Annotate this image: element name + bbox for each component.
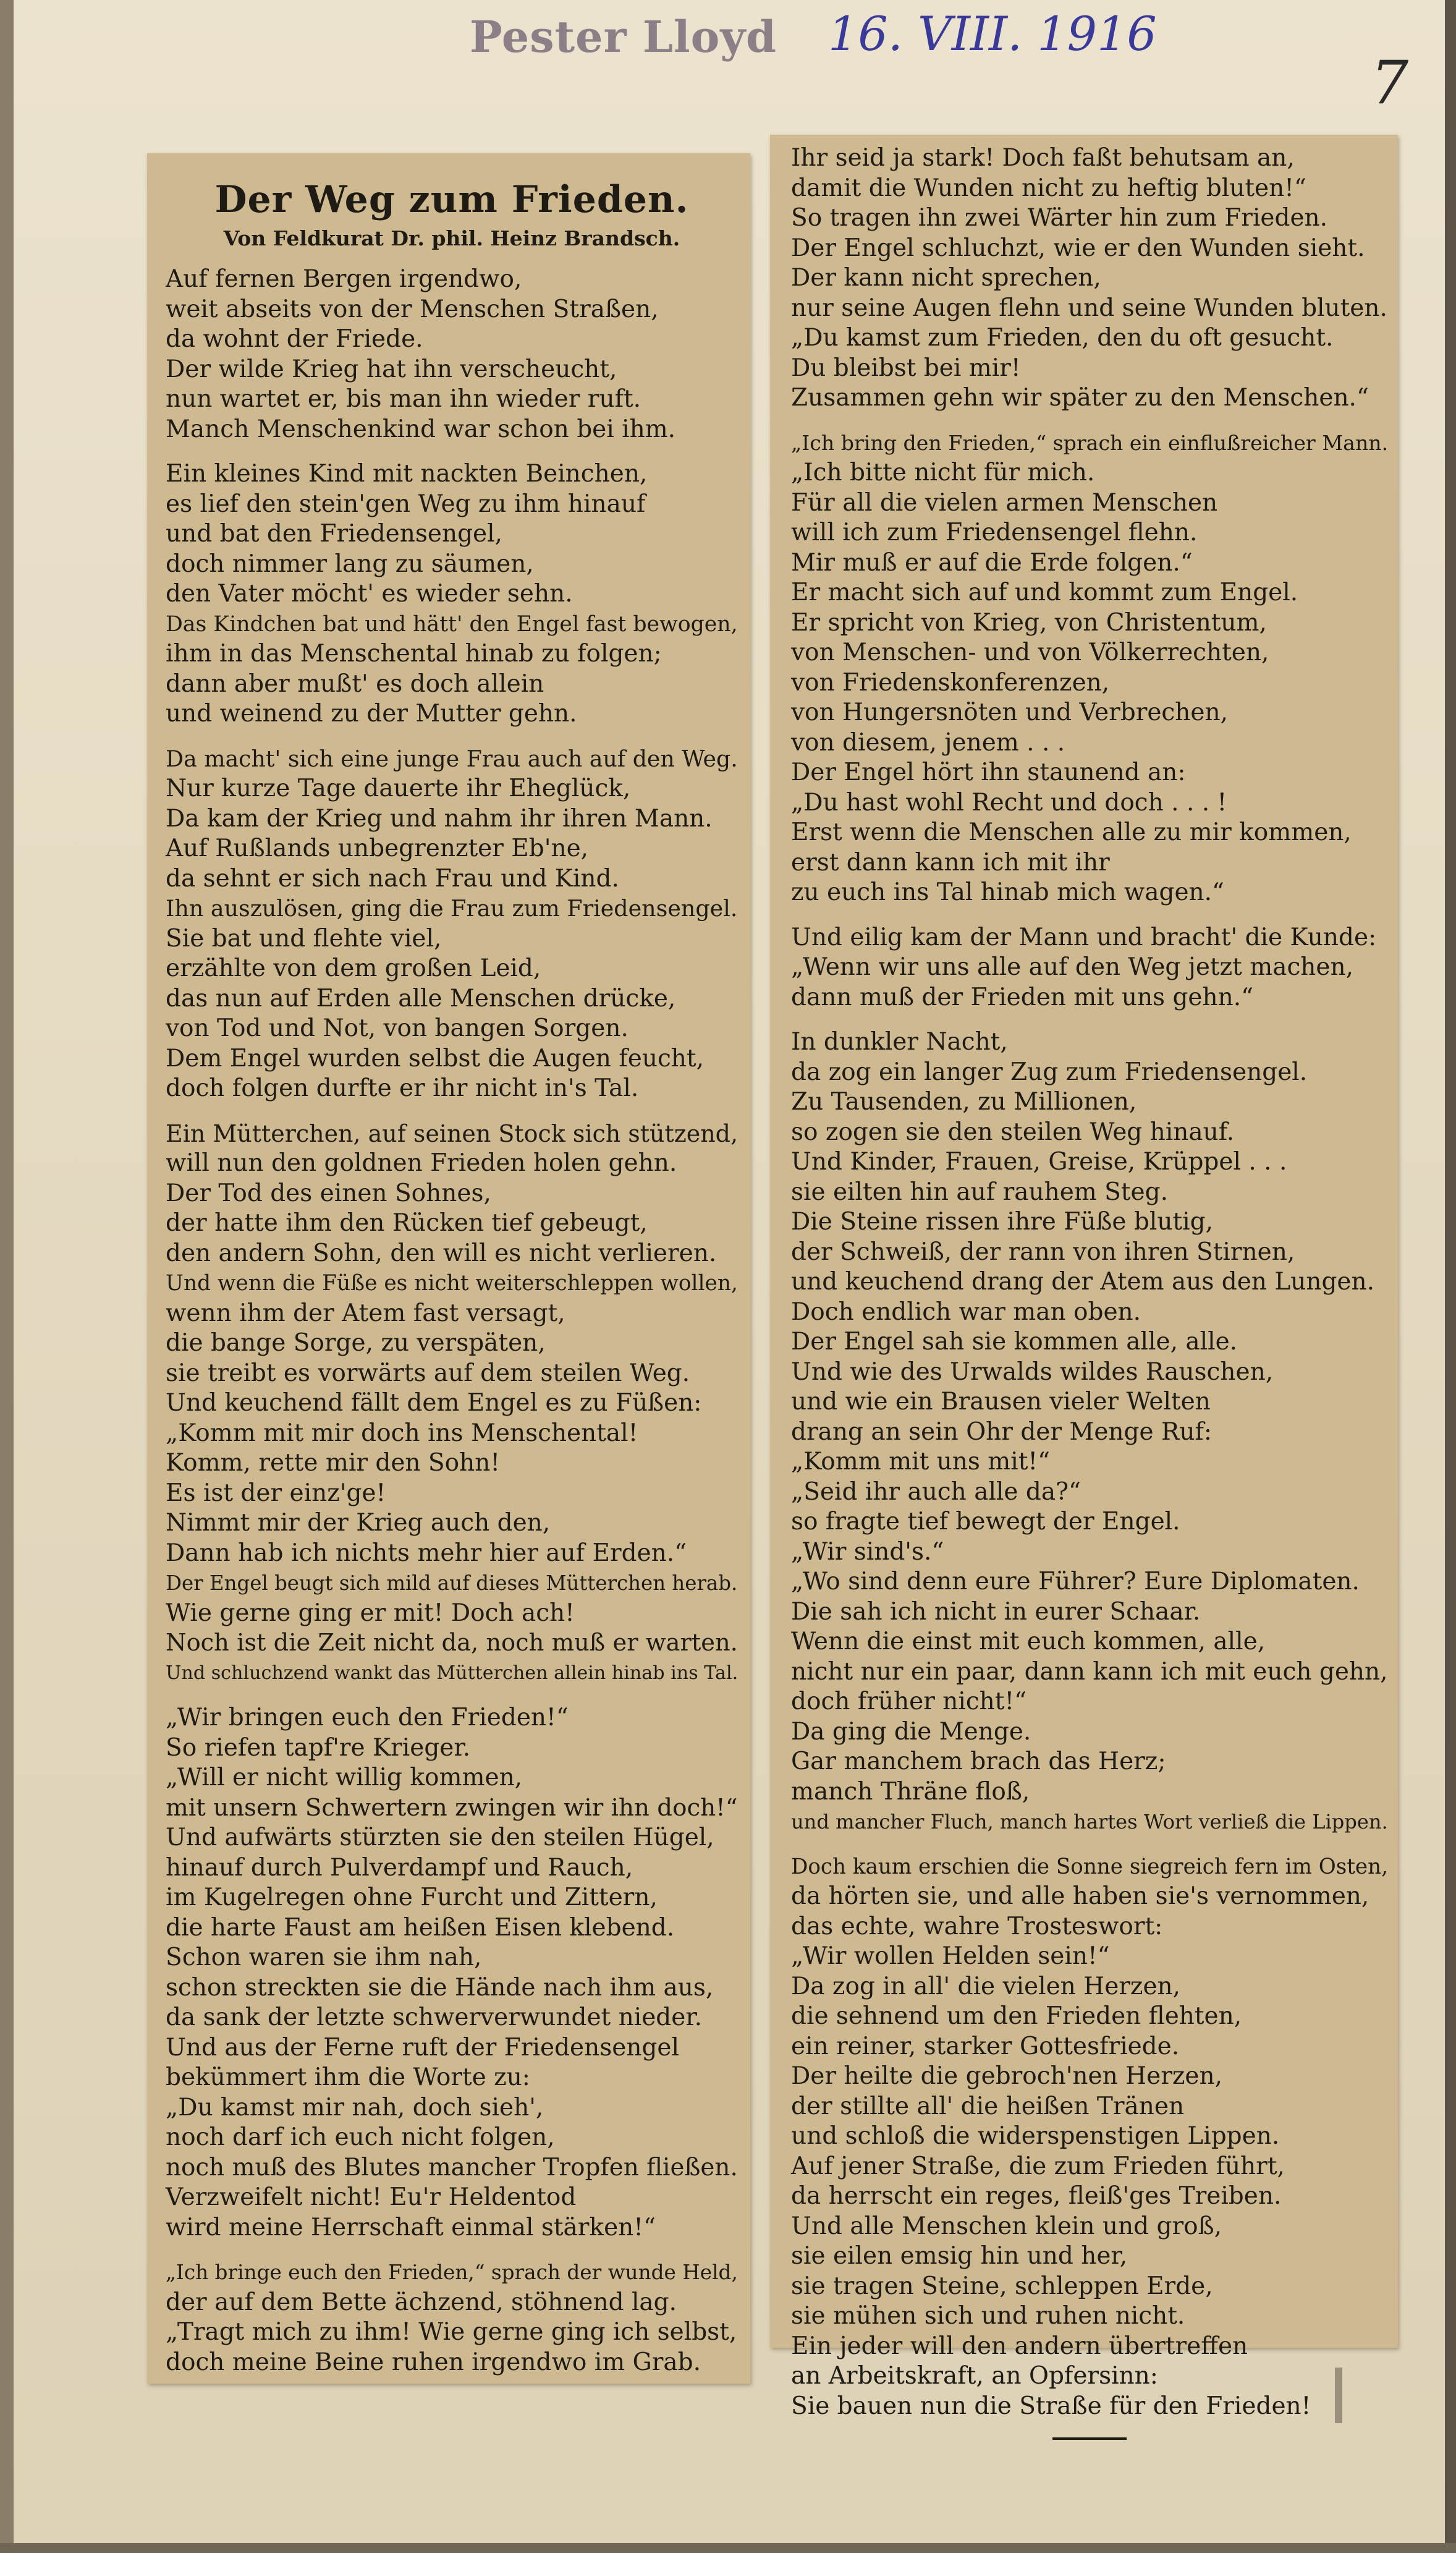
verse-line: von Friedenskonferenzen,: [791, 668, 1110, 697]
verse-line: Der Engel beugt sich mild auf dieses Mütterchen herab.: [166, 1571, 738, 1595]
verse-line: und keuchend drang der Atem aus den Lungen.: [791, 1268, 1375, 1296]
verse-line: der auf dem Bette ächzend, stöhnend lag.: [166, 2288, 677, 2316]
verse-line: noch darf ich euch nicht folgen,: [166, 2123, 555, 2151]
verse-line: die bange Sorge, zu verspäten,: [166, 1329, 546, 1357]
verse-line: und bat den Friedensengel,: [166, 520, 502, 548]
verse-line: Zusammen gehn wir später zu den Menschen.“: [791, 384, 1369, 412]
verse-line: Und wenn die Füße es nicht weiterschleppen wollen,: [166, 1271, 738, 1296]
verse-line: Die Steine rissen ihre Füße blutig,: [791, 1208, 1213, 1236]
verse-line: Du bleibst bei mir!: [791, 354, 1021, 382]
verse-line: Es ist der einz'ge!: [166, 1479, 386, 1507]
verse-line: So tragen ihn zwei Wärter hin zum Frieden.: [791, 204, 1328, 232]
verse-line: da sank der letzte schwerverwundet nieder.: [166, 2003, 703, 2031]
verse-line: an Arbeitskraft, an Opfersinn:: [791, 2362, 1158, 2390]
verse-line: sie eilen emsig hin und her,: [791, 2242, 1128, 2270]
verse-line: Da ging die Menge.: [791, 1717, 1031, 1746]
verse-line: Und aus der Ferne ruft der Friedensengel: [166, 2033, 679, 2062]
verse-line: Der Engel schluchzt, wie er den Wunden sieht.: [791, 234, 1365, 262]
verse-line: Und alle Menschen klein und groß,: [791, 2212, 1222, 2240]
verse-line: da herrscht ein reges, fleiß'ges Treiben.: [791, 2182, 1282, 2210]
verse-line: Nimmt mir der Krieg auch den,: [166, 1509, 551, 1537]
verse-line: schon streckten sie die Hände nach ihm aus,: [166, 1973, 714, 2002]
verse-line: das echte, wahre Trosteswort:: [791, 1912, 1163, 1940]
handwritten-date: 16. VIII. 1916: [828, 6, 1157, 61]
verse-line: Und eilig kam der Mann und bracht' die Kunde:: [791, 923, 1377, 951]
verse-line: „Ich bring den Frieden,“ sprach ein einflußreicher Mann.: [791, 430, 1389, 455]
verse-line: nun wartet er, bis man ihn wieder ruft.: [166, 385, 641, 413]
verse-line: „Ich bitte nicht für mich.: [791, 459, 1095, 486]
verse-line: sie eilten hin auf rauhem Steg.: [791, 1178, 1168, 1206]
verse-line: Gar manchem brach das Herz;: [791, 1748, 1166, 1775]
verse-line: Dann hab ich nichts mehr hier auf Erden.“: [166, 1539, 687, 1567]
verse-line: von diesem, jenem . . .: [791, 728, 1065, 757]
verse-line: nicht nur ein paar, dann kann ich mit euch gehn,: [791, 1657, 1388, 1686]
verse-line: Auf fernen Bergen irgendwo,: [166, 265, 522, 293]
sheet-edge-bottom: [0, 2543, 1456, 2553]
left-column-stanzas: [166, 265, 738, 2377]
verse-line: „Will er nicht willig kommen,: [166, 1764, 523, 1791]
verse-line: sie tragen Steine, schleppen Erde,: [791, 2272, 1213, 2300]
end-rule: [1052, 2437, 1127, 2440]
paper-tear-mark: [1335, 2368, 1342, 2423]
verse-line: „Wir sind's.“: [791, 1537, 944, 1566]
verse-line: will nun den goldnen Frieden holen gehn.: [166, 1149, 677, 1177]
verse-line: Wenn die einst mit euch kommen, alle,: [791, 1628, 1266, 1655]
verse-line: Er macht sich auf und kommt zum Engel.: [791, 579, 1298, 606]
verse-line: Für all die vielen armen Menschen: [791, 488, 1218, 517]
verse-line: das nun auf Erden alle Menschen drücke,: [166, 984, 676, 1013]
verse-line: wenn ihm der Atem fast versagt,: [166, 1299, 565, 1327]
verse-line: Das Kindchen bat und hätt' den Engel fast bewogen,: [166, 611, 738, 637]
verse-line: Da macht' sich eine junge Frau auch auf den Weg.: [166, 745, 738, 772]
right-column-stanzas: [791, 143, 1388, 2421]
verse-line: dann aber mußt' es doch allein: [166, 669, 544, 698]
newspaper-name-stamp: Pester Lloyd: [470, 11, 777, 62]
verse-line: dann muß der Frieden mit uns gehn.“: [791, 983, 1254, 1011]
verse-line: „Tragt mich zu ihm! Wie gerne ging ich selbst,: [166, 2318, 737, 2346]
verse-line: Da zog in all' die vielen Herzen,: [791, 1972, 1181, 2000]
sheet-edge-right: [1445, 0, 1456, 2553]
verse-line: Und aufwärts stürzten sie den steilen Hügel,: [166, 1824, 714, 1851]
verse-line: doch meine Beine ruhen irgendwo im Grab.: [166, 2348, 701, 2376]
verse-line: manch Thräne floß,: [791, 1777, 1030, 1806]
verse-line: Doch kaum erschien die Sonne siegreich fern im Osten,: [791, 1854, 1388, 1879]
clipping-left-column: [147, 153, 750, 2384]
stanza: [791, 1852, 1388, 2422]
stanza: [166, 1703, 738, 2243]
verse-line: Der wilde Krieg hat ihn verscheucht,: [166, 355, 617, 383]
verse-line: da zog ein langer Zug zum Friedensengel.: [791, 1058, 1308, 1086]
verse-line: Komm, rette mir den Sohn!: [166, 1449, 501, 1477]
verse-line: „Wenn wir uns alle auf den Weg jetzt machen,: [791, 953, 1354, 981]
verse-line: zu euch ins Tal hinab mich wagen.“: [791, 878, 1224, 906]
verse-line: „Ich bringe euch den Frieden,“ sprach der wunde Held,: [166, 2261, 738, 2284]
verse-line: „Du hast wohl Recht und doch . . . !: [791, 788, 1227, 817]
verse-line: Zu Tausenden, zu Millionen,: [791, 1088, 1137, 1116]
verse-line: der stillte all' die heißen Tränen: [791, 2092, 1185, 2120]
verse-line: Da kam der Krieg und nahm ihr ihren Mann.: [166, 804, 713, 833]
verse-line: der Schweiß, der rann von ihren Stirnen,: [791, 1238, 1295, 1266]
verse-line: doch nimmer lang zu säumen,: [166, 550, 534, 578]
stanza: [791, 1027, 1388, 1837]
page-number: 7: [1371, 48, 1409, 117]
verse-line: hinauf durch Pulverdampf und Rauch,: [166, 1853, 633, 1882]
verse-line: von Tod und Not, von bangen Sorgen.: [166, 1014, 629, 1042]
verse-line: Erst wenn die Menschen alle zu mir kommen,: [791, 818, 1352, 846]
verse-line: erst dann kann ich mit ihr: [791, 848, 1110, 877]
verse-line: will ich zum Friedensengel flehn.: [791, 519, 1198, 546]
stanza: [166, 459, 738, 729]
verse-line: Schon waren sie ihm nah,: [166, 1943, 482, 1971]
verse-line: Wie gerne ging er mit! Doch ach!: [166, 1599, 575, 1627]
verse-line: Sie bat und flehte viel,: [166, 924, 442, 953]
stanza: [166, 2258, 738, 2377]
verse-line: „Wo sind denn eure Führer? Eure Diplomaten.: [791, 1568, 1360, 1595]
verse-line: so fragte tief bewegt der Engel.: [791, 1508, 1180, 1536]
verse-line: Mir muß er auf die Erde folgen.“: [791, 548, 1193, 577]
verse-line: Und wie des Urwalds wildes Rauschen,: [791, 1357, 1274, 1386]
verse-line: von Hungersnöten und Verbrechen,: [791, 699, 1228, 726]
verse-line: Der kann nicht sprechen,: [791, 264, 1101, 292]
verse-line: Ihr seid ja stark! Doch faßt behutsam an,: [791, 144, 1295, 172]
article-byline: Von Feldkurat Dr. phil. Heinz Brandsch.: [223, 226, 680, 250]
verse-line: „Du kamst zum Frieden, den du oft gesucht.: [791, 324, 1334, 352]
verse-line: ihm in das Menschental hinab zu folgen;: [166, 640, 662, 668]
verse-line: Ihn auszulösen, ging die Frau zum Friedensengel.: [166, 895, 738, 922]
verse-line: Der heilte die gebroch'nen Herzen,: [791, 2062, 1223, 2090]
verse-line: erzählte von dem großen Leid,: [166, 954, 541, 982]
verse-line: doch folgen durfte er ihr nicht in's Tal.: [166, 1074, 639, 1102]
verse-line: „Wir bringen euch den Frieden!“: [166, 1704, 569, 1731]
verse-line: „Du kamst mir nah, doch sieh',: [166, 2093, 544, 2122]
verse-line: Auf jener Straße, die zum Frieden führt,: [791, 2152, 1285, 2180]
verse-line: den andern Sohn, den will es nicht verlieren.: [166, 1239, 717, 1267]
verse-line: drang an sein Ohr der Menge Ruf:: [791, 1417, 1213, 1446]
stanza: [791, 923, 1388, 1013]
verse-line: Er spricht von Krieg, von Christentum,: [791, 608, 1267, 637]
verse-line: weit abseits von der Menschen Straßen,: [166, 295, 659, 323]
verse-line: sie mühen sich und ruhen nicht.: [791, 2302, 1185, 2330]
verse-line: Und Kinder, Frauen, Greise, Krüppel . . .: [791, 1148, 1287, 1176]
stanza: [166, 1119, 738, 1689]
verse-line: da sehnt er sich nach Frau und Kind.: [166, 864, 619, 893]
verse-line: „Seid ihr auch alle da?“: [791, 1477, 1081, 1506]
verse-line: nur seine Augen flehn und seine Wunden bluten.: [791, 294, 1387, 322]
verse-line: Die sah ich nicht in eurer Schaar.: [791, 1597, 1201, 1626]
verse-line: Der Engel hört ihn staunend an:: [791, 758, 1186, 786]
article-title: Der Weg zum Frieden.: [214, 178, 689, 221]
verse-line: es lief den stein'gen Weg zu ihm hinauf: [166, 490, 646, 518]
verse-line: bekümmert ihm die Worte zu:: [166, 2063, 530, 2091]
verse-line: doch früher nicht!“: [791, 1688, 1027, 1715]
verse-line: „Komm mit mir doch ins Menschental!: [166, 1419, 638, 1447]
verse-line: So riefen tapf're Krieger.: [166, 1733, 471, 1762]
verse-line: Ein kleines Kind mit nackten Beinchen,: [166, 460, 648, 488]
verse-line: mit unsern Schwertern zwingen wir ihn doch!“: [166, 1793, 738, 1822]
verse-line: im Kugelregen ohne Furcht und Zittern,: [166, 1884, 658, 1911]
verse-line: Der Tod des einen Sohnes,: [166, 1179, 491, 1207]
verse-line: und mancher Fluch, manch hartes Wort verließ die Lippen.: [791, 1810, 1388, 1833]
verse-line: „Komm mit uns mit!“: [791, 1448, 1051, 1476]
verse-line: Der Engel sah sie kommen alle, alle.: [791, 1328, 1238, 1356]
stanza: [166, 744, 738, 1104]
verse-line: Und schluchzend wankt das Mütterchen allein hinab ins Tal.: [166, 1662, 739, 1684]
verse-line: Manch Menschenkind war schon bei ihm.: [166, 415, 676, 443]
verse-line: da wohnt der Friede.: [166, 325, 423, 353]
verse-line: Und keuchend fällt dem Engel es zu Füßen:: [166, 1389, 702, 1417]
verse-line: die harte Faust am heißen Eisen klebend.: [166, 1913, 675, 1942]
verse-line: so zogen sie den steilen Weg hinauf.: [791, 1118, 1235, 1146]
verse-line: ein reiner, starker Gottesfriede.: [791, 2032, 1180, 2060]
clipping-right-column: [770, 135, 1398, 2420]
sheet-edge-left: [0, 0, 14, 2553]
verse-line: von Menschen- und von Völkerrechten,: [791, 639, 1269, 666]
verse-line: und weinend zu der Mutter gehn.: [166, 700, 577, 728]
verse-line: Ein Mütterchen, auf seinen Stock sich stützend,: [166, 1119, 739, 1147]
verse-line: noch muß des Blutes mancher Tropfen fließen.: [166, 2153, 738, 2181]
verse-line: Sie bauen nun die Straße für den Frieden!: [791, 2392, 1311, 2420]
verse-line: Dem Engel wurden selbst die Augen feucht,: [166, 1044, 704, 1073]
verse-line: „Wir wollen Helden sein!“: [791, 1942, 1110, 1970]
stanza: [791, 428, 1388, 908]
verse-line: damit die Wunden nicht zu heftig bluten!“: [791, 174, 1306, 202]
verse-line: Auf Rußlands unbegrenzter Eb'ne,: [166, 835, 589, 862]
verse-line: Doch endlich war man oben.: [791, 1298, 1141, 1326]
verse-line: Verzweifelt nicht! Eu'r Heldentod: [166, 2183, 577, 2211]
verse-line: In dunkler Nacht,: [791, 1028, 1008, 1056]
verse-line: den Vater möcht' es wieder sehn.: [166, 580, 573, 608]
verse-line: sie treibt es vorwärts auf dem steilen Weg.: [166, 1359, 690, 1387]
verse-line: Noch ist die Zeit nicht da, noch muß er warten.: [166, 1629, 738, 1657]
verse-line: die sehnend um den Frieden flehten,: [791, 2002, 1242, 2030]
verse-line: und schloß die widerspenstigen Lippen.: [791, 2122, 1280, 2150]
stanza: [791, 143, 1388, 414]
verse-line: und wie ein Brausen vieler Welten: [791, 1388, 1211, 1416]
verse-line: wird meine Herrschaft einmal stärken!“: [166, 2213, 656, 2241]
verse-line: Ein jeder will den andern übertreffen: [791, 2332, 1248, 2360]
verse-line: da hörten sie, und alle haben sie's vernommen,: [791, 1882, 1369, 1910]
verse-line: Nur kurze Tage dauerte ihr Eheglück,: [166, 775, 631, 802]
stanza: [166, 265, 738, 444]
verse-line: der hatte ihm den Rücken tief gebeugt,: [166, 1209, 648, 1237]
